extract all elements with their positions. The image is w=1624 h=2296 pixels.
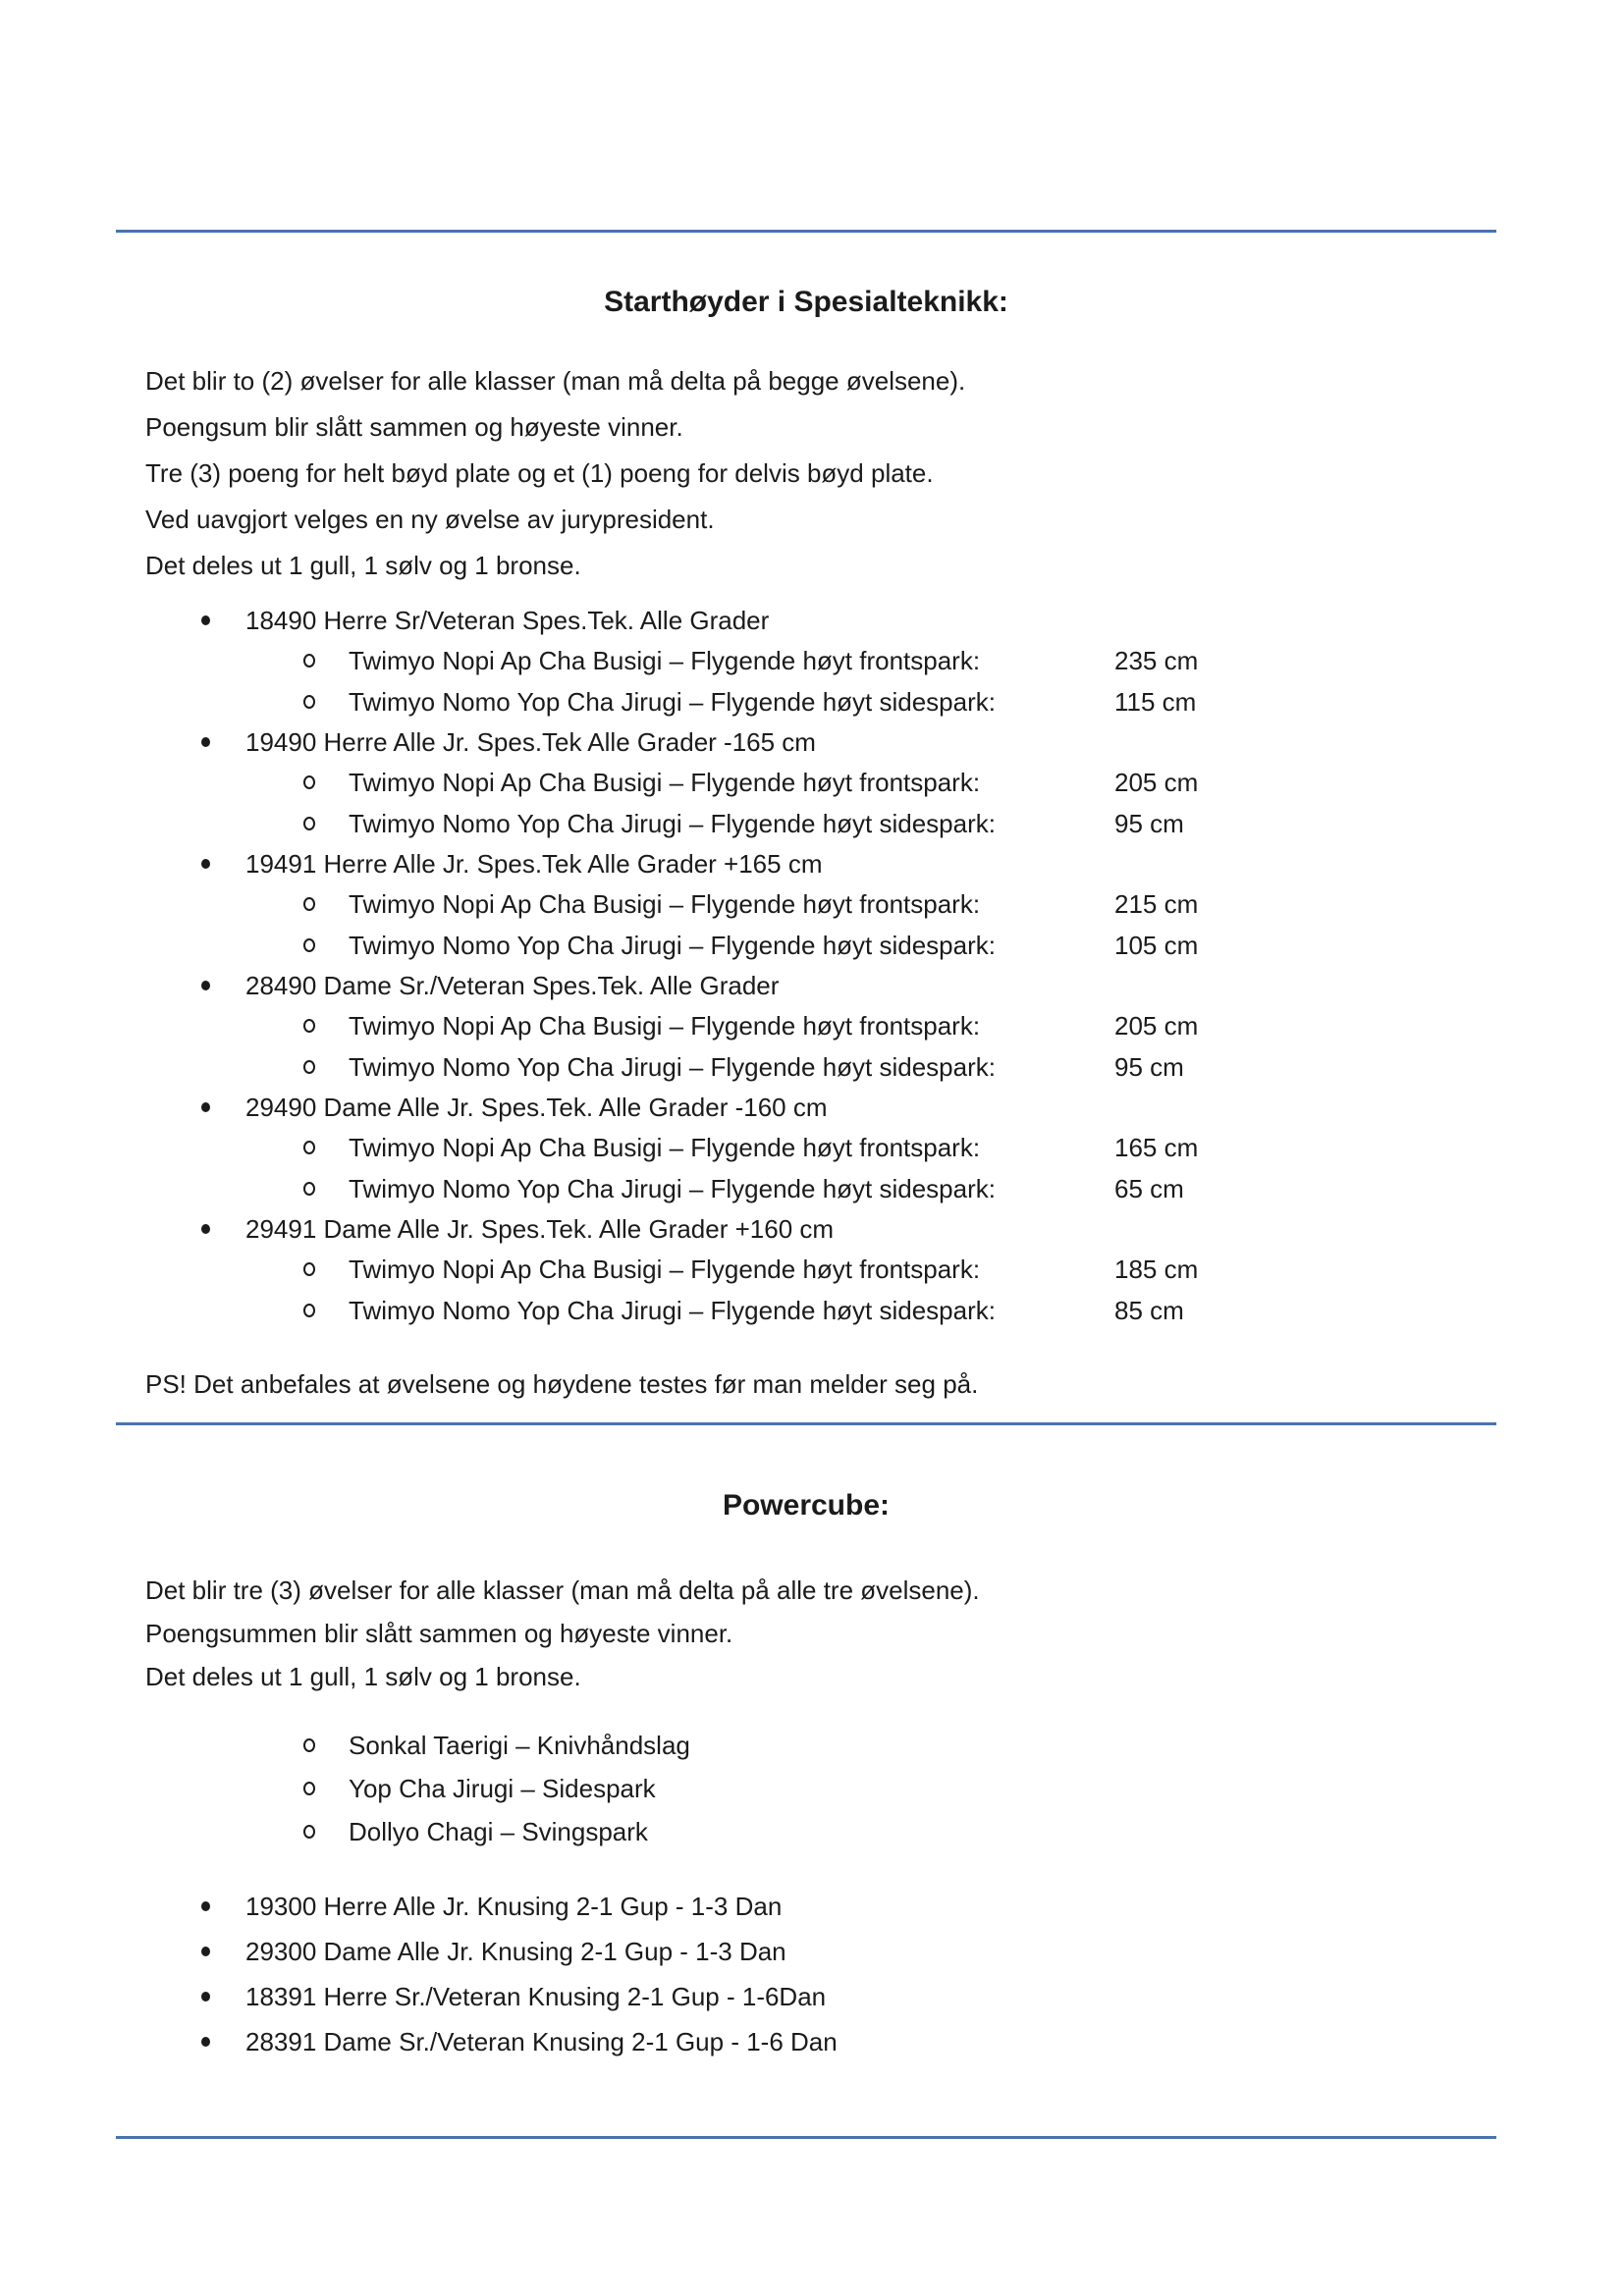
list-item-exercise — [0, 1290, 1624, 1331]
bullet-circle-icon — [303, 775, 315, 789]
horizontal-rule-bottom — [116, 2136, 1496, 2139]
bullet-disc-icon — [201, 1992, 210, 2002]
section1-intro-line: Poengsum blir slått sammen og høyeste vinner. — [145, 412, 683, 442]
exercise-label: Twimyo Nomo Yop Cha Jirugi – Flygende høyt sidespark: — [349, 931, 996, 960]
class-label: 19490 Herre Alle Jr. Spes.Tek Alle Grader -165 cm — [245, 727, 816, 757]
list-item-class — [0, 721, 1624, 763]
exercise-height-value: 85 cm — [1114, 1296, 1184, 1325]
bullet-circle-icon — [303, 1182, 315, 1196]
ps-note: PS! Det anbefales at øvelsene og høydene testes før man melder seg på. — [145, 1369, 979, 1399]
exercise-label: Twimyo Nomo Yop Cha Jirugi – Flygende høyt sidespark: — [349, 809, 996, 838]
section2-intro-line: Det blir tre (3) øvelser for alle klasser (man må delta på alle tre øvelsene). — [145, 1575, 980, 1605]
bullet-disc-icon — [201, 1224, 210, 1234]
exercise-label: Twimyo Nopi Ap Cha Busigi – Flygende høyt frontspark: — [349, 1255, 981, 1284]
list-item-exercise — [0, 1127, 1624, 1168]
list-item-exercise — [0, 925, 1624, 966]
list-item-class — [0, 2021, 1624, 2062]
exercise-height-value: 165 cm — [1114, 1133, 1199, 1162]
exercise-height-value: 105 cm — [1114, 931, 1199, 960]
exercise-label: Twimyo Nomo Yop Cha Jirugi – Flygende høyt sidespark: — [349, 1174, 996, 1203]
list-item-exercise — [0, 1046, 1624, 1088]
exercise-height-value: 185 cm — [1114, 1255, 1199, 1284]
horizontal-rule-top — [116, 230, 1496, 233]
exercise-label: Twimyo Nomo Yop Cha Jirugi – Flygende høyt sidespark: — [349, 1296, 996, 1325]
class-label: 19300 Herre Alle Jr. Knusing 2-1 Gup - 1-3 Dan — [245, 1892, 783, 1921]
bullet-disc-icon — [201, 615, 210, 625]
list-item-class — [0, 600, 1624, 641]
class-label: 29491 Dame Alle Jr. Spes.Tek. Alle Grader +160 cm — [245, 1214, 835, 1244]
exercise-height-value: 95 cm — [1114, 809, 1184, 838]
list-item-class — [0, 1976, 1624, 2017]
list-item-exercise — [0, 1725, 1624, 1766]
bullet-circle-icon — [303, 654, 315, 667]
bullet-disc-icon — [201, 737, 210, 747]
class-label: 18391 Herre Sr./Veteran Knusing 2-1 Gup - 1-6Dan — [245, 1982, 827, 2011]
exercise-label: Sonkal Taerigi – Knivhåndslag — [349, 1731, 690, 1760]
bullet-circle-icon — [303, 1782, 315, 1795]
list-item-exercise — [0, 883, 1624, 925]
bullet-circle-icon — [303, 1262, 315, 1276]
exercise-label: Twimyo Nopi Ap Cha Busigi – Flygende høyt frontspark: — [349, 768, 981, 797]
bullet-disc-icon — [201, 859, 210, 869]
section1-intro-line: Ved uavgjort velges en ny øvelse av jurypresident. — [145, 505, 715, 534]
exercise-height-value: 65 cm — [1114, 1174, 1184, 1203]
exercise-label: Twimyo Nopi Ap Cha Busigi – Flygende høyt frontspark: — [349, 1133, 981, 1162]
exercise-label: Dollyo Chagi – Svingspark — [349, 1817, 648, 1846]
list-item-exercise — [0, 762, 1624, 803]
list-item-class — [0, 1208, 1624, 1250]
exercise-height-value: 115 cm — [1114, 687, 1197, 717]
bullet-circle-icon — [303, 1825, 315, 1839]
exercise-height-value: 95 cm — [1114, 1052, 1184, 1082]
class-label: 29300 Dame Alle Jr. Knusing 2-1 Gup - 1-3 Dan — [245, 1937, 786, 1966]
list-item-class — [0, 843, 1624, 884]
list-item-exercise — [0, 1768, 1624, 1809]
bullet-circle-icon — [303, 1304, 315, 1317]
exercise-label: Twimyo Nomo Yop Cha Jirugi – Flygende høyt sidespark: — [349, 1052, 996, 1082]
exercise-height-value: 215 cm — [1114, 889, 1199, 919]
exercise-height-value: 205 cm — [1114, 1011, 1199, 1041]
exercise-height-value: 235 cm — [1114, 646, 1199, 675]
bullet-disc-icon — [201, 981, 210, 990]
bullet-circle-icon — [303, 1060, 315, 1074]
list-item-exercise — [0, 803, 1624, 844]
list-item-class — [0, 1886, 1624, 1927]
class-label: 29490 Dame Alle Jr. Spes.Tek. Alle Grader -160 cm — [245, 1093, 828, 1122]
section2-intro-line: Det deles ut 1 gull, 1 sølv og 1 bronse. — [145, 1662, 581, 1691]
section2-intro-line: Poengsummen blir slått sammen og høyeste vinner. — [145, 1619, 733, 1648]
class-label: 28490 Dame Sr./Veteran Spes.Tek. Alle Grader — [245, 971, 780, 1000]
bullet-circle-icon — [303, 695, 315, 709]
bullet-circle-icon — [303, 1141, 315, 1154]
exercise-label: Twimyo Nopi Ap Cha Busigi – Flygende høyt frontspark: — [349, 1011, 981, 1041]
exercise-label: Twimyo Nopi Ap Cha Busigi – Flygende høyt frontspark: — [349, 889, 981, 919]
section1-intro-line: Det blir to (2) øvelser for alle klasser (man må delta på begge øvelsene). — [145, 366, 966, 396]
section1-title: Starthøyder i Spesialteknikk: — [604, 286, 1008, 318]
list-item-exercise — [0, 1249, 1624, 1290]
list-item-exercise — [0, 1168, 1624, 1209]
list-item-exercise — [0, 1005, 1624, 1046]
list-item-class — [0, 965, 1624, 1006]
bullet-disc-icon — [201, 1102, 210, 1112]
section1-intro-line: Tre (3) poeng for helt bøyd plate og et (1) poeng for delvis bøyd plate. — [145, 458, 934, 488]
section1-intro-line: Det deles ut 1 gull, 1 sølv og 1 bronse. — [145, 551, 581, 580]
section2-title: Powercube: — [722, 1489, 891, 1522]
bullet-circle-icon — [303, 817, 315, 830]
bullet-disc-icon — [201, 2037, 210, 2047]
list-item-exercise — [0, 640, 1624, 681]
bullet-circle-icon — [303, 1019, 315, 1033]
exercise-label: Twimyo Nopi Ap Cha Busigi – Flygende høyt frontspark: — [349, 646, 981, 675]
exercise-label: Twimyo Nomo Yop Cha Jirugi – Flygende høyt sidespark: — [349, 687, 996, 717]
list-item-exercise — [0, 1811, 1624, 1852]
list-item-class — [0, 1931, 1624, 1972]
list-item-exercise — [0, 681, 1624, 722]
class-label: 18490 Herre Sr/Veteran Spes.Tek. Alle Grader — [245, 606, 770, 635]
bullet-circle-icon — [303, 1738, 315, 1752]
list-item-class — [0, 1087, 1624, 1128]
bullet-disc-icon — [201, 1901, 210, 1911]
bullet-circle-icon — [303, 938, 315, 952]
exercise-label: Yop Cha Jirugi – Sidespark — [349, 1774, 656, 1803]
class-label: 28391 Dame Sr./Veteran Knusing 2-1 Gup - 1-6 Dan — [245, 2027, 838, 2056]
bullet-disc-icon — [201, 1947, 210, 1956]
bullet-circle-icon — [303, 897, 315, 911]
exercise-height-value: 205 cm — [1114, 768, 1199, 797]
horizontal-rule-middle — [116, 1422, 1496, 1425]
class-label: 19491 Herre Alle Jr. Spes.Tek Alle Grader +165 cm — [245, 849, 823, 879]
